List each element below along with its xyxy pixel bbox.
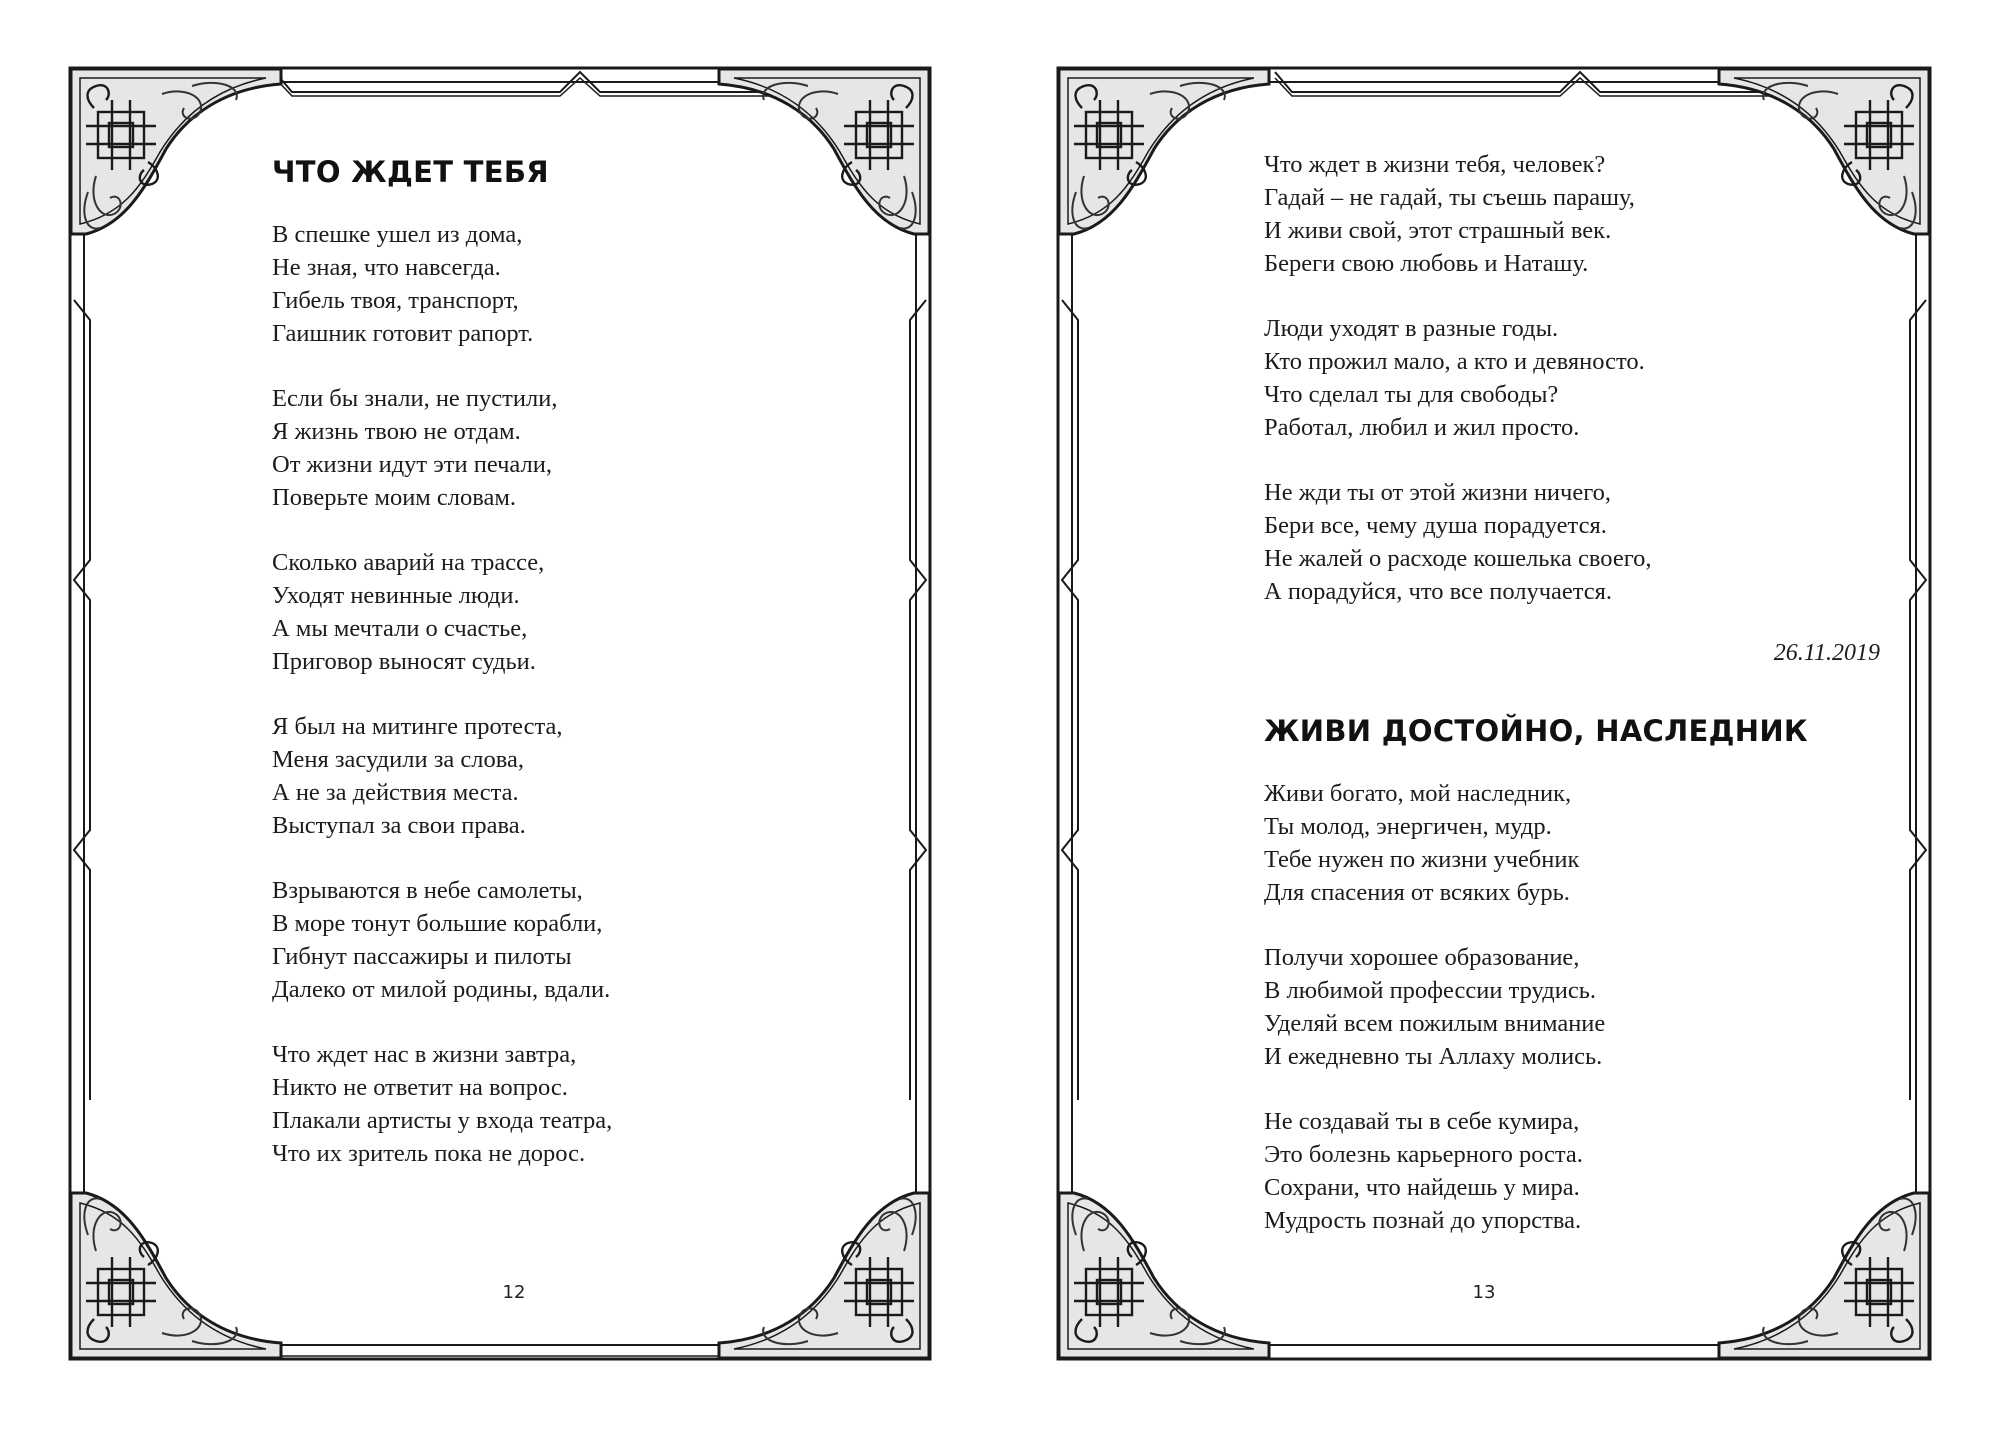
stanza — [1264, 312, 1884, 444]
stanza — [1264, 476, 1884, 608]
verse-line: От жизни идут эти печали, — [272, 451, 552, 478]
stanza — [1264, 1105, 1884, 1237]
page-number: 13 — [1472, 1282, 1496, 1303]
verse-line: Не жалей о расходе кошелька своего, — [1264, 545, 1652, 572]
stanza — [272, 546, 832, 678]
verse-line: Не создавай ты в себе кумира, — [1264, 1108, 1580, 1135]
verse-line: Живи богато, мой наследник, — [1264, 780, 1572, 807]
poem-stanzas-continued — [1264, 148, 1884, 608]
verse-line: Не зная, что навсегда. — [272, 254, 501, 281]
verse-line: Приговор выносят судьи. — [272, 648, 536, 675]
verse-line: Уделяй всем пожилым внимание — [1264, 1010, 1606, 1037]
verse-line: И ежедневно ты Аллаху молись. — [1264, 1043, 1603, 1070]
verse-line: Работал, любил и жил просто. — [1264, 414, 1580, 441]
verse-line: И живи свой, этот страшный век. — [1264, 217, 1612, 244]
verse-line: Люди уходят в разные годы. — [1264, 315, 1559, 342]
verse-line: Я жизнь твою не отдам. — [272, 418, 521, 445]
verse-line: Мудрость познай до упорства. — [1264, 1207, 1582, 1234]
verse-line: Что ждет нас в жизни завтра, — [272, 1041, 577, 1068]
right-page — [1000, 0, 2000, 1429]
page-number: 12 — [502, 1282, 526, 1303]
verse-line: Гибнут пассажиры и пилоты — [272, 943, 572, 970]
verse-line: Не жди ты от этой жизни ничего, — [1264, 479, 1612, 506]
verse-line: Кто прожил мало, а кто и девяносто. — [1264, 348, 1645, 375]
verse-line: Сколько аварий на трассе, — [272, 549, 545, 576]
stanza — [272, 710, 832, 842]
poem-title: ЖИВИ ДОСТОЙНО, НАСЛЕДНИК — [1264, 714, 1808, 748]
verse-line: Что ждет в жизни тебя, человек? — [1264, 151, 1606, 178]
verse-line: Поверьте моим словам. — [272, 484, 517, 511]
verse-line: Меня засудили за слова, — [272, 746, 524, 773]
poem-date: 26.11.2019 — [1773, 640, 1880, 666]
verse-line: Что их зритель пока не дорос. — [272, 1140, 586, 1167]
stanza — [272, 1038, 832, 1170]
poem-stanzas — [272, 218, 832, 1170]
verse-line: Никто не ответит на вопрос. — [272, 1074, 568, 1101]
verse-line: В спешке ушел из дома, — [272, 221, 523, 248]
verse-line: Выступал за свои права. — [272, 812, 526, 839]
verse-line: Тебе нужен по жизни учебник — [1264, 846, 1580, 873]
poem-title: ЧТО ЖДЕТ ТЕБЯ — [272, 155, 549, 189]
verse-line: Получи хорошее образование, — [1264, 944, 1580, 971]
stanza — [1264, 941, 1884, 1073]
poem-block — [272, 152, 832, 1202]
verse-line: Плакали артисты у входа театра, — [272, 1107, 613, 1134]
verse-line: Это болезнь карьерного роста. — [1264, 1141, 1583, 1168]
poem-block — [1264, 148, 1884, 1269]
verse-line: Гибель твоя, транспорт, — [272, 287, 519, 314]
verse-line: В любимой профессии трудись. — [1264, 977, 1597, 1004]
verse-line: В море тонут большие корабли, — [272, 910, 603, 937]
verse-line: Гадай – не гадай, ты съешь парашу, — [1264, 184, 1635, 211]
verse-line: Я был на митинге протеста, — [272, 713, 563, 740]
verse-line: Что сделал ты для свободы? — [1264, 381, 1559, 408]
stanza — [1264, 148, 1884, 280]
verse-line: Береги свою любовь и Наташу. — [1264, 250, 1589, 277]
stanza — [272, 874, 832, 1006]
stanza — [272, 382, 832, 514]
verse-line: Бери все, чему душа порадуется. — [1264, 512, 1607, 539]
verse-line: Уходят невинные люди. — [272, 582, 520, 609]
verse-line: А мы мечтали о счастье, — [272, 615, 528, 642]
verse-line: Если бы знали, не пустили, — [272, 385, 558, 412]
verse-line: Для спасения от всяких бурь. — [1264, 879, 1570, 906]
verse-line: А не за действия места. — [272, 779, 519, 806]
verse-line: А порадуйся, что все получается. — [1264, 578, 1613, 605]
verse-line: Взрываются в небе самолеты, — [272, 877, 583, 904]
stanza — [272, 218, 832, 350]
stanza — [1264, 777, 1884, 909]
verse-line: Гаишник готовит рапорт. — [272, 320, 534, 347]
verse-line: Ты молод, энергичен, мудр. — [1264, 813, 1552, 840]
verse-line: Далеко от милой родины, вдали. — [272, 976, 611, 1003]
poem-stanzas — [1264, 777, 1884, 1237]
verse-line: Сохрани, что найдешь у мира. — [1264, 1174, 1580, 1201]
